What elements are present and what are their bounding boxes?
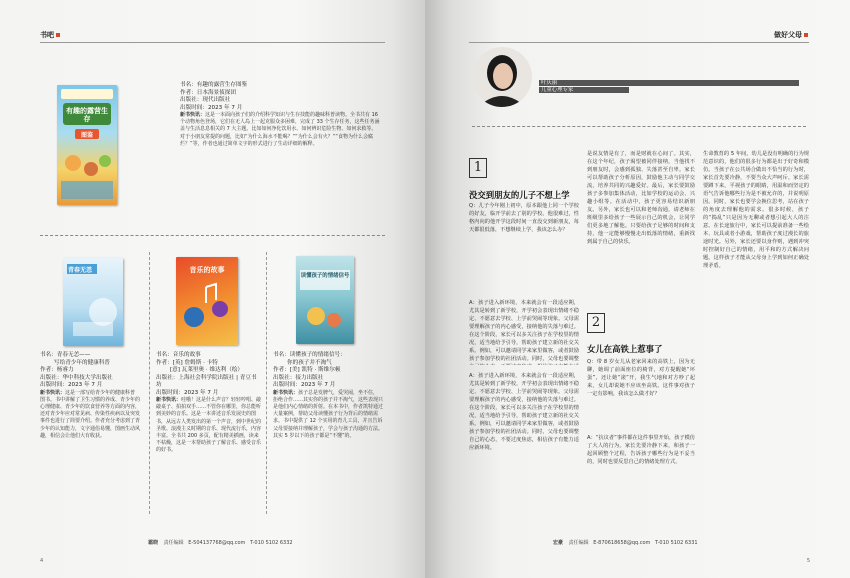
book-2-date: 出版时间：2023 年 7 月 xyxy=(156,389,219,396)
section-tag-right: 做好父母 xyxy=(774,30,808,40)
book-info-3 xyxy=(273,352,383,440)
book-3-title-2: 你的孩子并不淘气 xyxy=(287,359,332,366)
book-3-date: 出版时间：2023 年 7 月 xyxy=(273,382,336,388)
book-1-publisher: 出版社：华中科技大学出版社 xyxy=(40,374,113,381)
question-1-text: Q：儿子今年刚上初中，原本跟他上同一个学校的好友，临开学前去了别的学校。他很难过，性格内向的他开学这段时间一直没交到新朋友，每天都很低落，不想继续上学，我该怎么办？ xyxy=(469,203,579,233)
music-figure-icon xyxy=(184,307,204,327)
featured-book-info xyxy=(180,82,380,148)
author-name: 叶庆丽 xyxy=(541,80,558,86)
book-1-desc: 新书快讯：这是一部写给青少年的健康科普图书。书中讲解了卫生习惯的养成、青少年的心理健康、青少年的饮食营养等方面的内容，还对青少年应对常见病、传染性疾病以及突发事件也进行了简要介绍。作者充分考虑到了青少年的认知能力，文字通俗易懂，图画生动风趣，相信会让他们大有收获。 xyxy=(40,389,141,439)
featured-title: 书名：有趣的露营生存图鉴 xyxy=(180,82,248,88)
animal-icon-2 xyxy=(84,162,98,176)
author-name-bar xyxy=(539,80,799,86)
left-footer-tel: T-010 5102 6332 xyxy=(250,540,293,546)
book-2-cover-title: 音乐的故事 xyxy=(189,266,225,274)
cover-water xyxy=(61,181,113,199)
answer-2-text: A：“抗议者”事件都在这件事里开始，孩子模仿了大人的行为。家长先要冷静下来，和孩子一起回顾整个过程，告诉孩子哪些行为是不妥当的，同时也要反思自己的情绪处理方式。 xyxy=(587,435,695,465)
section-tag-left: 书吧 xyxy=(40,30,60,40)
right-footer-name: 宏豪 xyxy=(553,540,564,546)
cover-top-band xyxy=(61,89,113,99)
author-title: 儿童心理专家 xyxy=(541,87,574,93)
featured-cover-badge: 图鉴 xyxy=(80,132,93,139)
left-footer-email: E-504137768@qq.com xyxy=(188,540,246,546)
book-1-author: 作者：杨睿力 xyxy=(40,367,74,373)
right-footer-tel: T-010 5102 6331 xyxy=(655,540,698,546)
book-3-desc: 新书快讯：孩子总是发脾气，爱哭闹，坐不住，拒绝合作……其实你的孩子并不淘气，这些表现只是他们内心情绪的折射。在本书中，作者凯特通过大量案例，帮助父母读懂孩子行为背后的情绪需求。书中提供了 12 个实用的育儿工具，并且告诉父母要接纳并理解孩子，学会与孩子沟通的方法。其实 5 岁以下的孩子都是“不懂”的。 xyxy=(273,389,384,439)
right-footer-role: 责任编辑 xyxy=(568,540,589,546)
right-footer-email: E-870618658@qq.com xyxy=(593,540,651,546)
cover-1-band xyxy=(73,322,113,336)
answer-1-text: A：孩子进入新环境，本来就会有一段适应期，尤其是转到了新学校，开学初会表现出情绪不稳定、不愿意去学校、上学前哭闹等现象。父母需要理解孩子的内心感受，接纳他的失落与难过。在这个阶段，家长可以多关注孩子在学校里的情况，适当地给予引导，帮助孩子建立新的社交关系。例如，可以邀请同学来家里做客，或者鼓励孩子参加学校的社团活动。同时，父母也要调整 xyxy=(469,300,579,362)
right-page xyxy=(425,0,850,578)
left-footer-role: 责任编辑 xyxy=(163,540,184,546)
author-portrait-icon xyxy=(472,47,532,107)
left-footer xyxy=(148,539,293,546)
animal-icon xyxy=(65,155,81,171)
featured-date: 出版时间：2023 年 7 月 xyxy=(180,104,243,111)
featured-cover-art xyxy=(57,85,117,205)
child-face-icon-2 xyxy=(327,313,341,327)
left-footer-name: 霜晓 xyxy=(148,540,159,546)
author-photo xyxy=(472,47,532,107)
featured-author: 作者：日本海景侦探团 xyxy=(180,89,236,96)
book-3-title: 书名：读懂孩子的情绪信号： xyxy=(273,352,346,358)
accent-dot xyxy=(56,33,60,37)
book-info-1 xyxy=(40,352,140,440)
book-cover-3-art xyxy=(296,256,354,344)
question-number-1: 1 xyxy=(469,158,487,178)
book-cover-1 xyxy=(63,258,123,346)
tree-icon xyxy=(99,155,111,167)
book-2-title: 书名：音乐的故事 xyxy=(156,352,201,358)
header-rule-right xyxy=(469,42,809,43)
portrait-face xyxy=(493,63,513,89)
book-1-cover-title: 青春无恙 xyxy=(68,267,93,274)
portrait-shoulders xyxy=(478,96,526,107)
question-2-text: Q：带 8 岁女儿从老家回来的高铁上，因为无聊，她调了前面座位的椅背，对方提醒她“坏蛋”，还让她“滚”开，我生气地和对方吵了起来，女儿却说她不应该坐高铁。这件事对孩子一定有影响，我该怎么做才好？ xyxy=(587,359,695,397)
music-figure-icon-2 xyxy=(212,301,228,317)
header-rule xyxy=(40,42,385,43)
left-page-number: 4 xyxy=(40,558,44,564)
book-3-author: 作者：[美] 凯特 · 斯维尔顿 xyxy=(273,367,341,373)
book-1-title: 书名：青春无恙—— xyxy=(40,352,91,358)
child-face-icon xyxy=(307,307,325,325)
accent-dot-right xyxy=(804,33,808,37)
featured-book-cover xyxy=(57,85,117,205)
featured-desc: 新书快讯：这是一本面向孩子们的介绍科学知识与生存技能的趣味科普读物。全书共有 16 个动物角色登场，它们在无人岛上一起克服众多困难，完成了 33 个生存任务，这些任务涵盖与生活息息相关的 7 大主题。比如如何净化饮用水、如何辨识危险生物、如何求救等。对于小朋友常提的问题，比如“为什么海水不能喝？”“为什么会有火？”“食物为什么会腐烂？”等，作者也通过简单文字的形式进行了生动详细的解释。 xyxy=(180,112,380,147)
column-3-text: 生命教育的 5 年间，幼儿是没有明确的行为规范意识的，他们的很多行为都是出于好奇和模仿。当孩子在公共场合做出不恰当的行为时，家长首先要冷静，不要当众大声呵斥。家长需要蹲下来，平视孩子的眼睛，用温和而坚定的语气告诉他哪些行为是不被允许的，并说明原因。同时，家长也要学会换位思考，站在孩子的角度去理解他的需求。很多时候，孩子的“捣乱”只是因为无聊或者想引起大人的注意。在长途旅行中，家长可以提前准备一些绘本、玩具或者小游戏，帮助孩子度过漫长的旅途时光。另外，家长还要以身作则，遇到冲突时控制好自己的情绪，用平和的方式解决问题。这样孩子才能从父母身上学到如何正确处理矛盾。 xyxy=(703,151,809,269)
right-footer xyxy=(553,539,698,546)
book-1-date: 出版时间：2023 年 7 月 xyxy=(40,382,103,388)
book-cover-3 xyxy=(296,256,354,344)
featured-cover-title: 有趣的露营生存 xyxy=(66,107,108,123)
book-2-desc: 新书快讯：哇哦！这是什么声音？轻轻哼唱、敲敲桌子、拍拍双手……不管你在哪里，你总能听到美妙的音乐。这是一本讲述音乐发展史的图书，从远古人类发出的第一个声音，到中世纪的圣歌、浪漫主义时期的音乐、现代流行乐，内容丰富。全书共 200 多页，配有精美插画，读来不枯燥，这是一本帮助孩子了解音乐、感受音乐的好书。 xyxy=(156,397,262,454)
book-cover-2 xyxy=(176,257,238,345)
cover-1-circle xyxy=(89,298,117,326)
column-2-text: 是说友情是有了，而是财就在心间了。其实，在这个年纪，孩子渴望被同伴接纳，当他找不到朋友时，会感到孤独、失落甚至自卑。家长可以帮助孩子分析原因，鼓励他主动与同学交流，培养共同的兴趣爱好。最后，家长要鼓励孩子多参加集体活动，比如学校的运动会、兴趣小组等。在活动中，孩子更容易结识新朋友。另外，家长也可以和老师沟通，请老师在班级里多给孩子一些展示自己的机会，让同学们更多地了解他。只要给孩子足够的时间和支持，他一定能够慢慢走出低落的情绪，重新找到属于自己的快乐。 xyxy=(587,151,695,245)
question-number-2: 2 xyxy=(587,313,605,333)
book-1-title-2: 写给青少年的健康科普 xyxy=(54,359,110,366)
book-2-author-2: [意] 瓦莱里奥 · 维达利（绘） xyxy=(170,367,244,373)
featured-divider xyxy=(40,235,385,236)
question-1-title: 没交到朋友的儿子不想上学 xyxy=(469,190,570,200)
book-3-cover-title: 读懂孩子的情绪信号 xyxy=(300,273,350,279)
column-separator-1 xyxy=(149,252,150,514)
question-2-title: 女儿在高铁上惹事了 xyxy=(587,344,663,354)
author-divider xyxy=(472,126,806,127)
book-3-publisher: 出版社：接力出版社 xyxy=(273,374,324,381)
featured-publisher: 出版社：现代出版社 xyxy=(180,97,231,103)
music-note-icon xyxy=(206,284,216,303)
book-2-author: 作者：[英] 詹姆斯 · 卡特 xyxy=(156,359,218,366)
answer-1-continued: A：孩子进入新环境，本来就会有一段适应期，尤其是转到了新学校，开学初会表现出情绪不稳定、不愿意去学校、上学前哭闹等现象。父母需要理解孩子的内心感受，接纳他的失落与难过。在这个阶段，家长可以多关注孩子在学校里的情况，适当地给予引导，帮助孩子建立新的社交关系。例如，可以邀请同学来家里做客，或者鼓励孩子参加学校的社团活动。同时，父母也要调整自己的心态，不要过度焦虑，相信孩子有能力适应新环境。 xyxy=(469,373,579,451)
book-info-2 xyxy=(156,352,262,455)
book-2-publisher: 出版社：上海社会科学院出版社 | 青豆书坊 xyxy=(156,374,257,388)
column-separator-2 xyxy=(266,252,267,514)
right-page-number: 5 xyxy=(806,558,810,564)
